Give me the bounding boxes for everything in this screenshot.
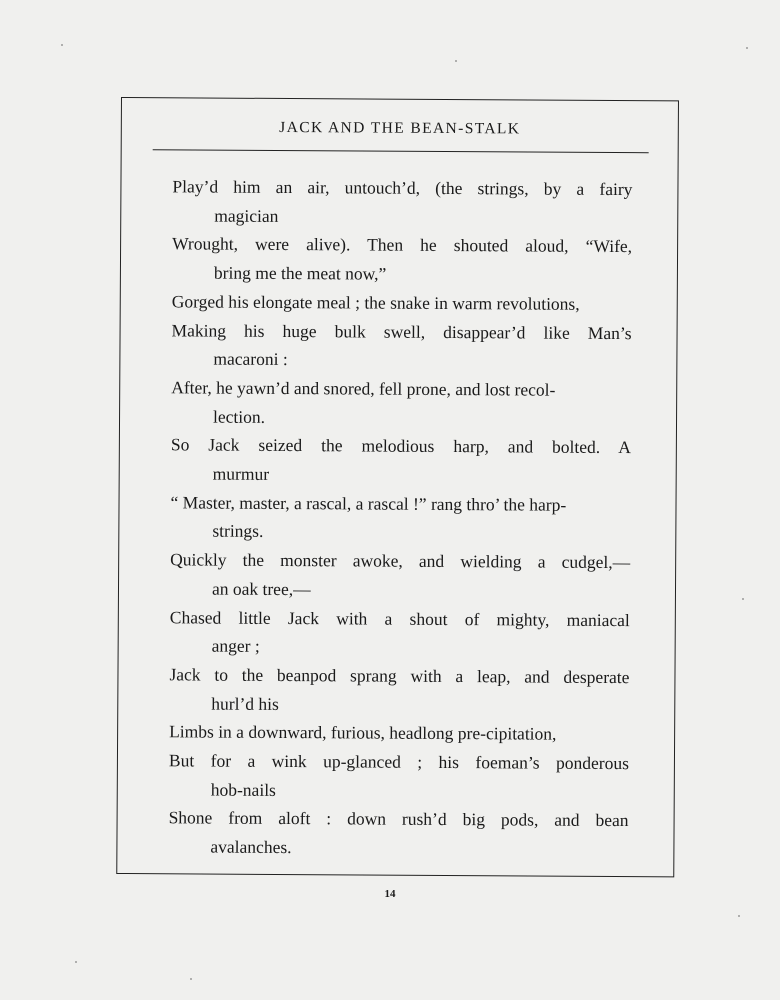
scan-speck	[738, 915, 740, 917]
verse-line	[168, 804, 628, 864]
verse-line-text: But for a wink up-glanced ; his foeman’s ponderous	[168, 750, 630, 774]
verse-line-text: Play’d him an air, untouch’d, (the strings, by a fairy	[172, 176, 633, 200]
verse-line-continuation: hob-nails	[210, 779, 276, 800]
verse-line-text: After, he yawn’d and snored, fell prone, and lost recol-	[171, 377, 556, 400]
page-number: 14	[384, 888, 396, 900]
verse-line	[171, 316, 631, 376]
verse-line	[170, 603, 630, 663]
header-rule	[153, 149, 649, 153]
verse-line-text: Chased little Jack with a shout of mighty, maniacal	[169, 606, 630, 630]
verse-line-continuation: hurl’d his	[211, 693, 279, 714]
verse-line-continuation: macaroni :	[213, 348, 288, 370]
verse-line-text: Gorged his elongate meal ; the snake in warm revolutions,	[171, 291, 580, 314]
verse-line-text: Jack to the beanpod sprang with a leap, and desperate	[169, 664, 630, 688]
verse-line-continuation: strings.	[212, 521, 264, 542]
scan-speck	[742, 598, 744, 600]
verse-line-continuation: an oak tree,—	[211, 578, 311, 600]
verse-line	[171, 431, 631, 491]
verse-line-text: “ Master, master, a rascal, a rascal !” rang thro’ the harp-	[170, 492, 567, 515]
page-frame	[116, 97, 679, 877]
verse-line-text: So Jack seized the melodious harp, and bolted. A	[170, 434, 631, 458]
verse-line	[169, 746, 629, 806]
verse-line-continuation: bring me the meat now,”	[213, 262, 387, 284]
verse-line	[169, 718, 629, 750]
verse-line-text: Quickly the monster awoke, and wielding a cudgel,—	[170, 549, 631, 573]
verse-line-text: Shone from aloft : down rush’d big pods, and bean	[168, 807, 629, 831]
verse-line-text: Limbs in a downward, furious, headlong pre-cipitation,	[169, 721, 557, 745]
verse-line-continuation: magician	[214, 205, 279, 226]
verse-line	[170, 488, 630, 548]
verse-line	[171, 373, 631, 433]
verse-line-continuation: murmur	[212, 463, 270, 484]
running-head: JACK AND THE BEAN-STALK	[279, 118, 521, 138]
verse-line-continuation: lection.	[212, 406, 266, 427]
scan-speck	[455, 60, 457, 62]
verse-line	[172, 230, 632, 290]
scan-speck	[61, 44, 63, 46]
scan-speck	[190, 978, 192, 980]
verse-line	[172, 287, 632, 319]
verse-line-text: Wrought, were alive). Then he shouted aloud, “Wife,	[172, 233, 633, 257]
verse-line-continuation: anger ;	[211, 635, 260, 657]
scan-speck	[75, 961, 77, 963]
verse-line	[169, 660, 629, 720]
verse-line	[170, 545, 630, 605]
verse-line-continuation: avalanches.	[210, 836, 292, 858]
scan-speck	[746, 47, 748, 49]
verse-block	[168, 172, 632, 864]
verse-line	[172, 172, 632, 232]
verse-line-text: Making his huge bulk swell, disappear’d like Man’s	[171, 319, 632, 343]
